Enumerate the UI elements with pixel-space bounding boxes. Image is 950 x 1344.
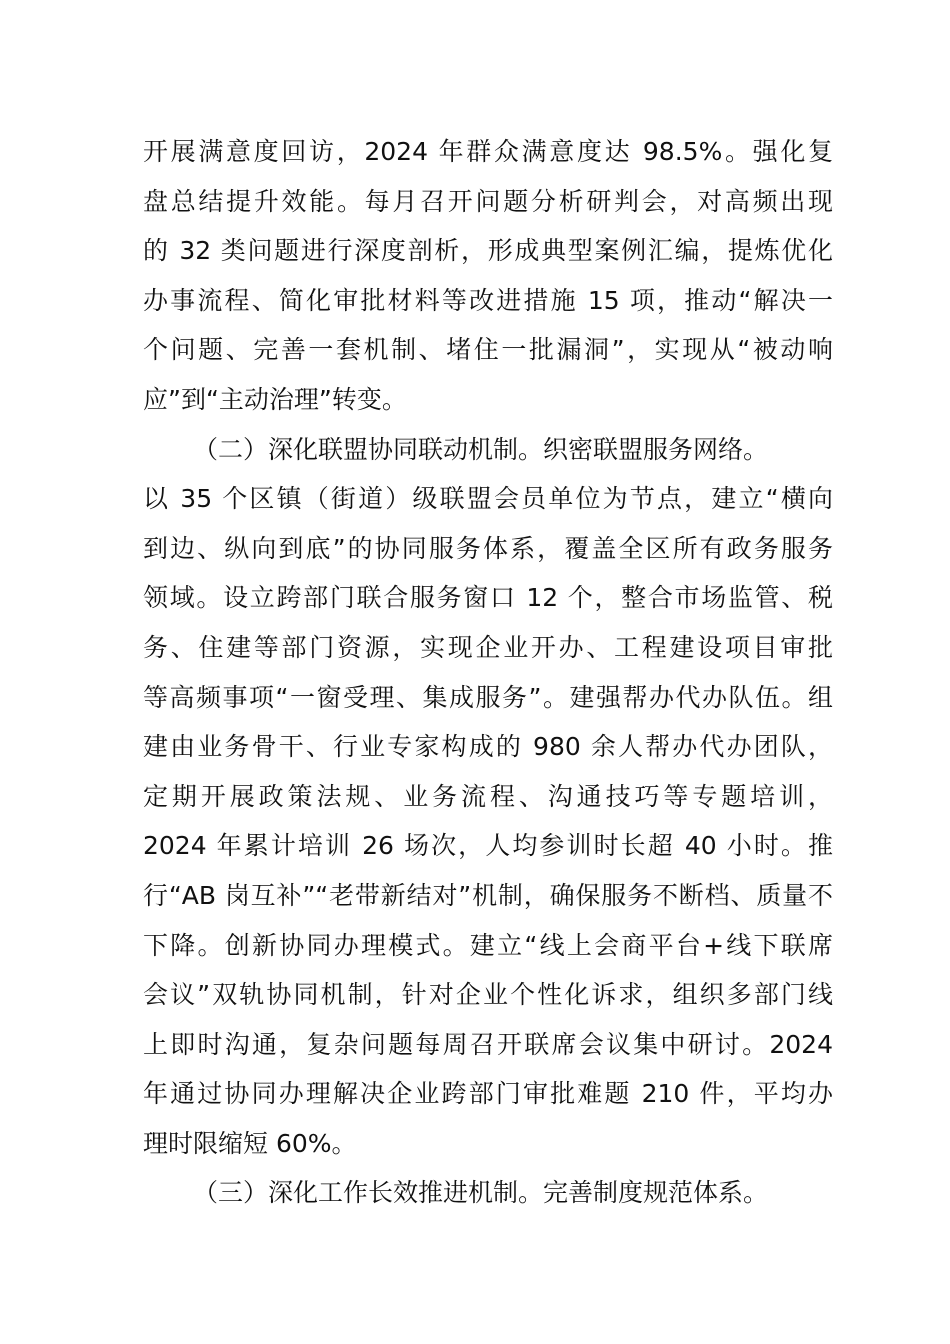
text-line: 等高频事项“一窗受理、集成服务”。建强帮办代办队伍。组 [143,682,833,712]
text-line: 下降。创新协同办理模式。建立“线上会商平台+线下联席 [143,930,833,960]
text-line: 理时限缩短 60%。 [143,1128,357,1158]
text-line: 年通过协同办理解决企业跨部门审批难题 210 件，平均办 [143,1079,833,1109]
text-line: 建由业务骨干、行业专家构成的 980 余人帮办代办团队， [143,732,833,762]
text-line: 个问题、完善一套机制、堵住一批漏洞”，实现从“被动响 [143,335,833,365]
text-line: 务、住建等部门资源，实现企业开办、工程建设项目审批 [143,632,833,662]
text-line: 上即时沟通，复杂问题每周召开联席会议集中研讨。2024 [143,1029,833,1059]
text-line: 会议”双轨协同机制，针对企业个性化诉求，组织多部门线 [143,980,833,1010]
section-heading-line: （三）深化工作长效推进机制。完善制度规范体系。 [193,1178,769,1208]
text-line: 盘总结提升效能。每月召开问题分析研判会，对高频出现 [143,186,833,216]
body-text [143,127,833,1218]
text-line: 领域。设立跨部门联合服务窗口 12 个，整合市场监管、税 [143,583,833,613]
section-heading-line: （二）深化联盟协同联动机制。织密联盟服务网络。 [193,434,769,464]
text-line: 的 32 类问题进行深度剖析，形成典型案例汇编，提炼优化 [143,236,833,266]
text-line: 行“AB 岗互补”“老带新结对”机制，确保服务不断档、质量不 [143,880,833,910]
text-line: 以 35 个区镇（街道）级联盟会员单位为节点，建立“横向 [143,484,833,514]
text-line: 办事流程、简化审批材料等改进措施 15 项，推动“解决一 [143,285,833,315]
text-line: 应”到“主动治理”转变。 [143,384,407,414]
text-line: 到边、纵向到底”的协同服务体系，覆盖全区所有政务服务 [143,533,833,563]
text-line: 定期开展政策法规、业务流程、沟通技巧等专题培训， [143,781,833,811]
text-line: 开展满意度回访，2024 年群众满意度达 98.5%。强化复 [143,137,833,166]
text-line: 2024 年累计培训 26 场次，人均参训时长超 40 小时。推 [143,831,833,861]
